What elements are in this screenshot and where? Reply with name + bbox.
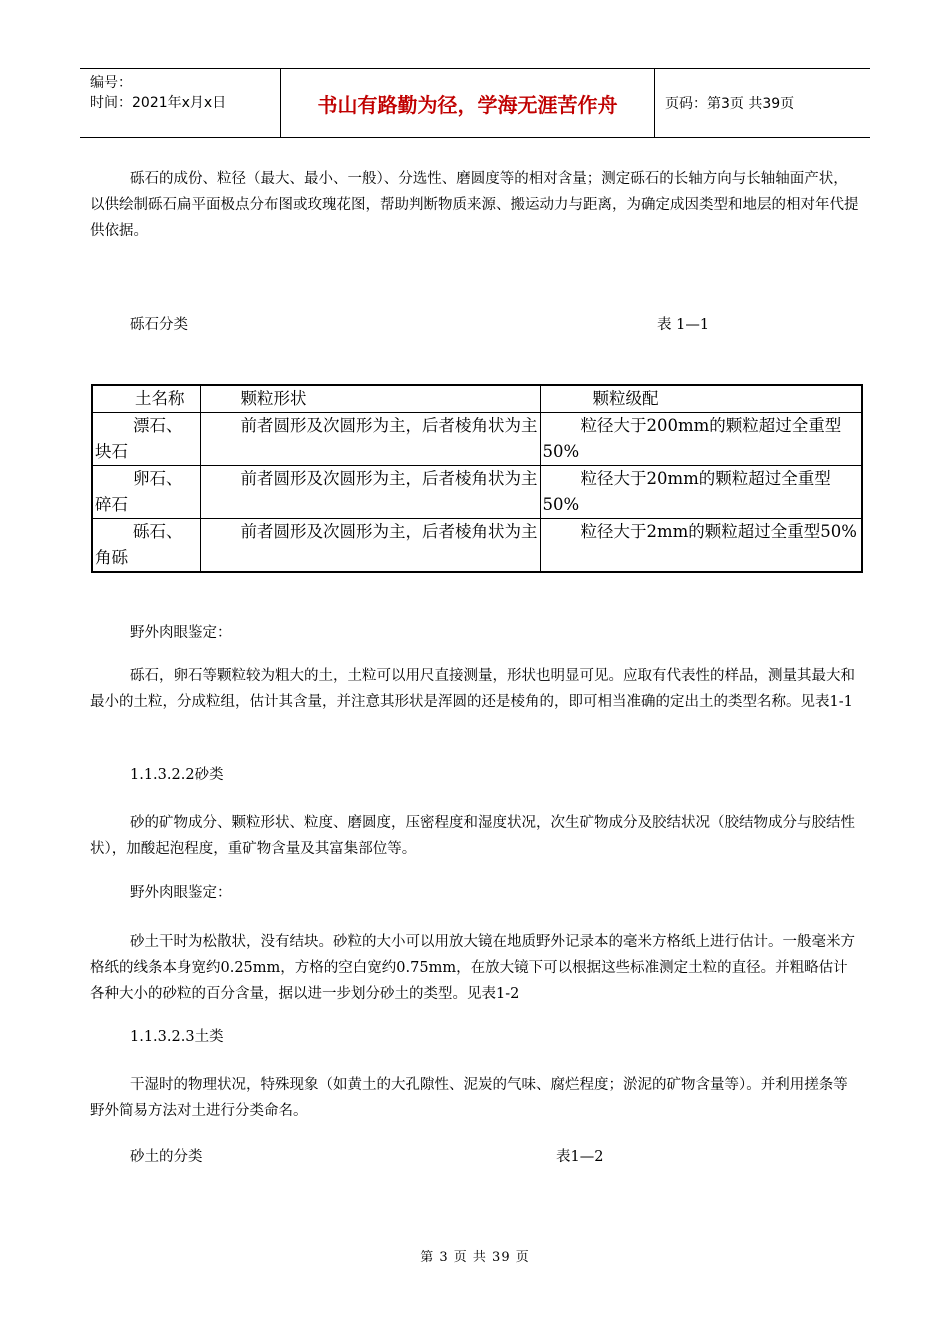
sand-paragraph: 砂的矿物成分、颗粒形状、粒度、磨圆度，压密程度和湿度状况，次生矿物成分及胶结状况（胶结物成分与胶结性状），加酸起泡程度，重矿物含量及其富集部位等。 (90, 815, 855, 857)
table2-label: 表1—2 (556, 1149, 604, 1165)
table-cell-shape: 前者圆形及次圆形为主，后者棱角状为主 (200, 466, 540, 519)
table1-label: 表 1—1 (657, 317, 710, 333)
field-identification-heading: 野外肉眼鉴定： (130, 625, 232, 641)
field-identification-heading: 野外肉眼鉴定： (130, 885, 232, 901)
header-motto: 书山有路勤为径，学海无涯苦作舟 (281, 69, 655, 137)
header-page-info: 页码：第3页 共39页 (665, 96, 795, 112)
table-cell-soil-name: 漂石、块石 (92, 413, 200, 466)
table-row (92, 466, 862, 519)
table-header-cell: 土名称 (92, 385, 200, 413)
document-number-label: 编号： (90, 75, 132, 91)
table-cell-shape: 前者圆形及次圆形为主，后者棱角状为主 (200, 413, 540, 466)
table-cell-shape: 前者圆形及次圆形为主，后者棱角状为主 (200, 519, 540, 573)
table-header-row (92, 385, 862, 413)
table-cell-gradation: 粒径大于200mm的颗粒超过全重型50% (540, 413, 862, 466)
section-heading-sand: 1.1.3.2.2砂类 (130, 767, 224, 783)
table-row (92, 413, 862, 466)
table-cell-gradation: 粒径大于20mm的颗粒超过全重型50% (540, 466, 862, 519)
table-cell-soil-name: 卵石、碎石 (92, 466, 200, 519)
intro-paragraph: 砾石的成份、粒径（最大、最小、一般）、分选性、磨圆度等的相对含量；测定砾石的长轴方向与长轴轴面产状，以供绘制砾石扁平面极点分布图或玫瑰花图，帮助判断物质来源、搬运动力与距离，为确定成因类型和地层的相对年代提供依据。 (90, 171, 859, 239)
gravel-paragraph: 砾石，卵石等颗粒较为粗大的土，土粒可以用尺直接测量，形状也明显可见。应取有代表性的样品，测量其最大和最小的土粒，分成粒组，估计其含量，并注意其形状是浑圆的还是棱角的，即可相当准确的定出土的类型名称。见表1-1 (90, 668, 855, 710)
table-cell-gradation: 粒径大于2mm的颗粒超过全重型50% (540, 519, 862, 573)
gravel-classification-table (91, 384, 863, 573)
table-row (92, 519, 862, 573)
page-header (80, 68, 870, 138)
table-header-cell: 颗粒级配 (540, 385, 862, 413)
table2-caption: 砂土的分类 (130, 1149, 203, 1165)
table-header-cell: 颗粒形状 (200, 385, 540, 413)
table1-caption: 砾石分类 (130, 317, 188, 333)
header-meta (80, 69, 281, 137)
table-cell-soil-name: 砾石、角砾 (92, 519, 200, 573)
page-footer: 第 3 页 共 39 页 (420, 1250, 530, 1265)
soil-paragraph: 干湿时的物理状况，特殊现象（如黄土的大孔隙性、泥炭的气味、腐烂程度；淤泥的矿物含量等）。并利用搓条等野外简易方法对土进行分类命名。 (90, 1077, 848, 1119)
document-date: 时间：2021年x月x日 (90, 95, 227, 111)
section-heading-soil: 1.1.3.2.3土类 (130, 1029, 224, 1045)
sand-field-paragraph: 砂土干时为松散状，没有结块。砂粒的大小可以用放大镜在地质野外记录本的毫米方格纸上进行估计。一般毫米方格纸的线条本身宽约0.25mm，方格的空白宽约0.75mm，在放大镜下可以根据这些标准测定土粒的直径。并粗略估计各种大小的砂粒的百分含量，据以进一步划分砂土的类型。见表1-2 (90, 934, 855, 1002)
